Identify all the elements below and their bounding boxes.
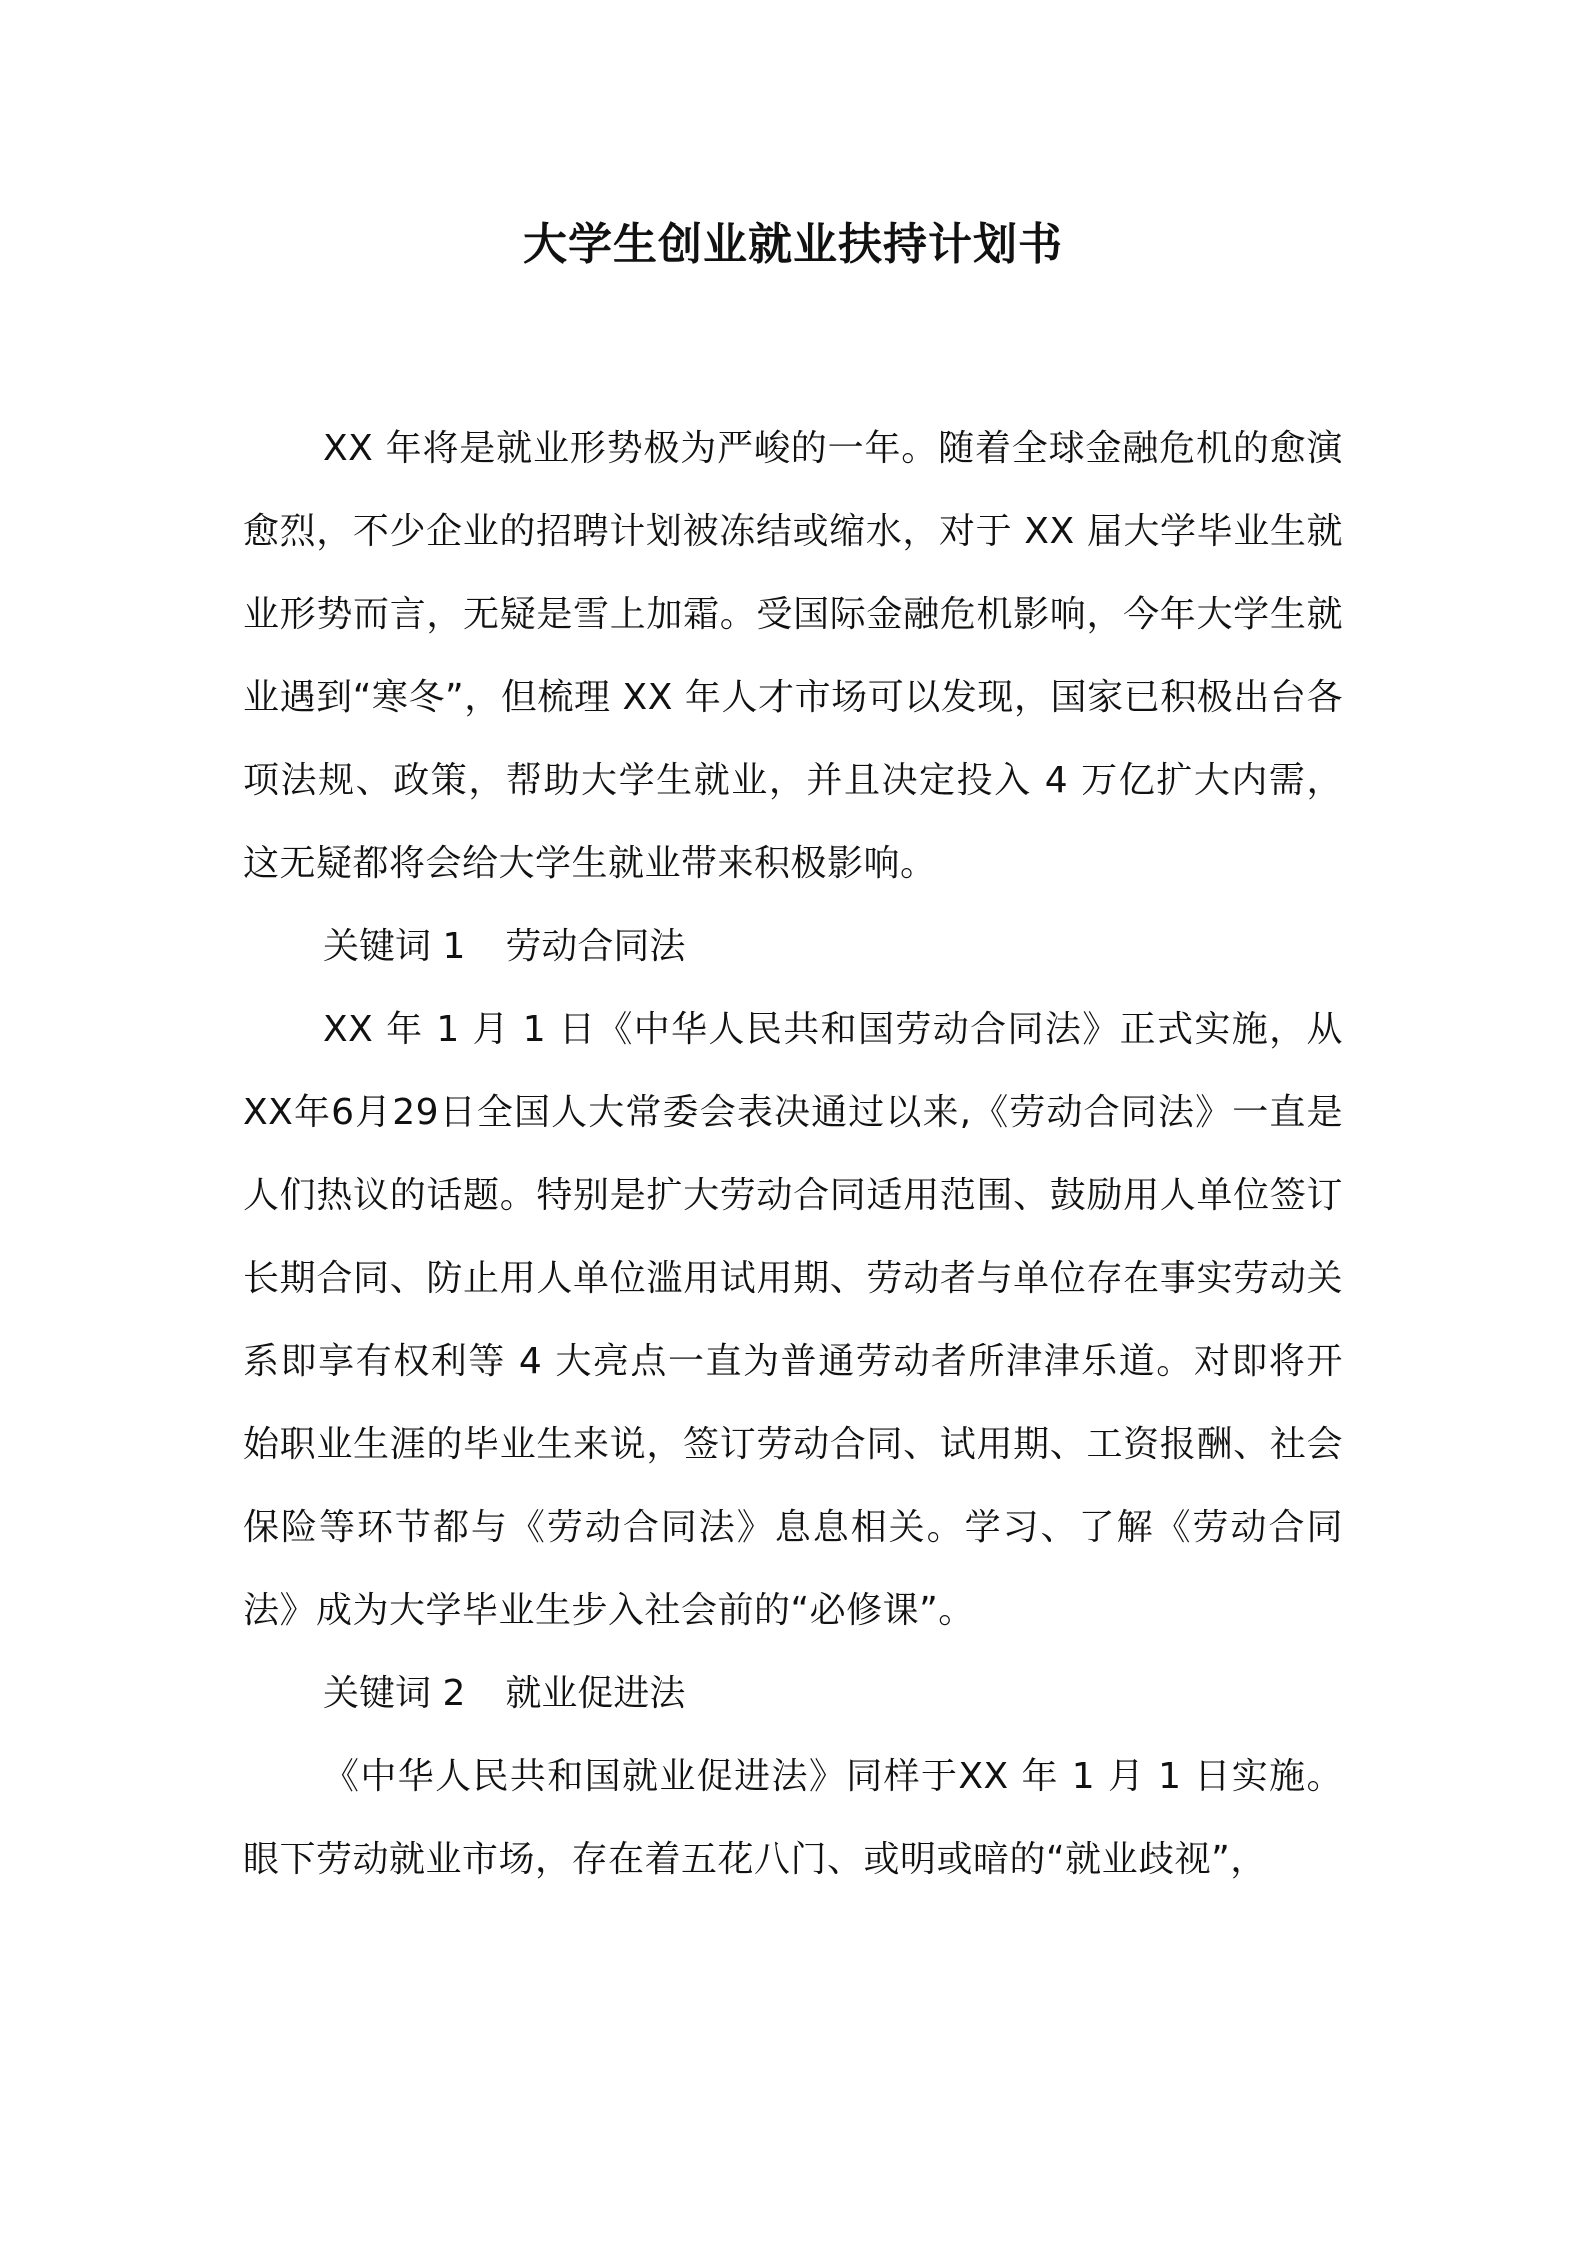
paragraph-intro: XX 年将是就业形势极为严峻的一年。随着全球金融危机的愈演愈烈，不少企业的招聘计划被冻结或缩水，对于 XX 届大学毕业生就业形势而言，无疑是雪上加霜。受国际金融危机影响，今年大学生就业遇到“寒冬”，但梳理 XX 年人才市场可以发现，国家已积极出台各项法规、政策，帮助大学生就业，并且决定投入 4 万亿扩大内需，这无疑都将会给大学生就业带来积极影响。 [243,428,1343,884]
keyword-topic: 劳动合同法 [505,926,686,967]
keyword-topic: 就业促进法 [505,1673,686,1714]
keyword-heading-2 [243,1652,1343,1735]
document-body [243,407,1343,1901]
keyword-label: 关键词 2 [323,1673,466,1714]
keyword-heading-1 [243,905,1343,988]
paragraph-employment-promotion-law: 《中华人民共和国就业促进法》同样于XX 年 1 月 1 日实施。眼下劳动就业市场，存在着五花八门、或明或暗的“就业歧视”， [243,1756,1343,1880]
keyword-label: 关键词 1 [323,926,466,967]
document-title: 大学生创业就业扶持计划书 [523,219,1063,270]
paragraph-labor-contract-law: XX 年 1 月 1 日《中华人民共和国劳动合同法》正式实施，从XX年6月29日全国人大常委会表决通过以来,《劳动合同法》一直是人们热议的话题。特别是扩大劳动合同适用范围、鼓励用人单位签订长期合同、防止用人单位滥用试用期、劳动者与单位存在事实劳动关系即享有权利等 4 大亮点一直为普通劳动者所津津乐道。对即将开始职业生涯的毕业生来说，签订劳动合同、试用期、工资报酬、社会保险等环节都与《劳动合同法》息息相关。学习、了解《劳动合同法》成为大学毕业生步入社会前的“必修课”。 [243,1009,1343,1631]
